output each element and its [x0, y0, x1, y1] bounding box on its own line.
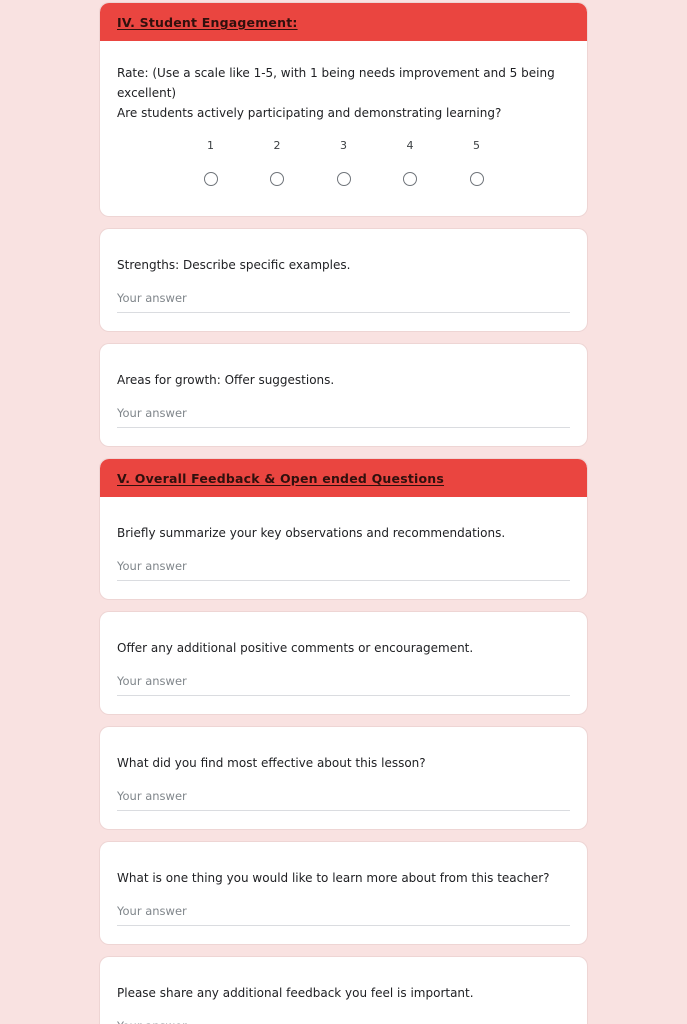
question-text: Offer any additional positive comments or encouragement.	[117, 641, 474, 655]
radio-button-4[interactable]	[403, 172, 417, 186]
section-title: V. Overall Feedback & Open ended Questions	[117, 471, 445, 486]
linear-scale-question-card	[100, 41, 587, 216]
scale-label: 3	[340, 139, 347, 152]
question-card-most-effective	[100, 727, 587, 829]
form-column	[100, 0, 587, 1024]
answer-input[interactable]	[117, 785, 570, 811]
card-body	[100, 229, 587, 331]
card-body	[100, 842, 587, 944]
question-card-positive-comments	[100, 612, 587, 714]
question-text: What is one thing you would like to learn more about from this teacher?	[117, 871, 550, 885]
scale-label: 5	[473, 139, 480, 152]
scale-label: 1	[207, 139, 214, 152]
scale-label: 2	[273, 139, 281, 152]
question-line-2: Are students actively participating and demonstrating learning?	[117, 106, 502, 120]
card-body	[100, 957, 587, 1024]
question-card-areas-for-growth	[100, 344, 587, 446]
question-text: Briefly summarize your key observations and recommendations.	[117, 526, 506, 540]
question-line-1: Rate: (Use a scale like 1-5, with 1 being needs improvement and 5 being excellent)	[117, 66, 555, 100]
scale-option-4	[377, 139, 444, 186]
section-card-student-engagement	[100, 3, 587, 216]
answer-input[interactable]	[117, 670, 570, 696]
linear-scale	[117, 139, 570, 186]
question-card-learn-more	[100, 842, 587, 944]
question-text	[117, 63, 570, 123]
scale-option-1	[177, 139, 244, 186]
card-body	[100, 344, 587, 446]
question-text: What did you find most effective about this lesson?	[117, 756, 426, 770]
answer-input[interactable]	[117, 402, 570, 428]
answer-input[interactable]	[117, 1015, 570, 1024]
card-body	[100, 612, 587, 714]
question-card-additional-feedback	[100, 957, 587, 1024]
question-text: Strengths: Describe specific examples.	[117, 258, 351, 272]
radio-button-3[interactable]	[337, 172, 351, 186]
scale-label: 4	[406, 139, 414, 152]
question-text: Please share any additional feedback you feel is important.	[117, 986, 474, 1000]
question-card-strengths	[100, 229, 587, 331]
question-text: Areas for growth: Offer suggestions.	[117, 373, 335, 387]
answer-input[interactable]	[117, 287, 570, 313]
card-body	[100, 497, 587, 599]
scale-option-5	[443, 139, 510, 186]
radio-button-1[interactable]	[204, 172, 218, 186]
radio-button-5[interactable]	[470, 172, 484, 186]
answer-input[interactable]	[117, 900, 570, 926]
scale-option-3	[310, 139, 377, 186]
section-card-overall-feedback	[100, 459, 587, 599]
section-title: IV. Student Engagement:	[117, 15, 298, 30]
section-header	[100, 3, 587, 41]
section-header	[100, 459, 587, 497]
scale-option-2	[244, 139, 311, 186]
answer-input[interactable]	[117, 555, 570, 581]
card-body	[100, 727, 587, 829]
radio-button-2[interactable]	[270, 172, 284, 186]
